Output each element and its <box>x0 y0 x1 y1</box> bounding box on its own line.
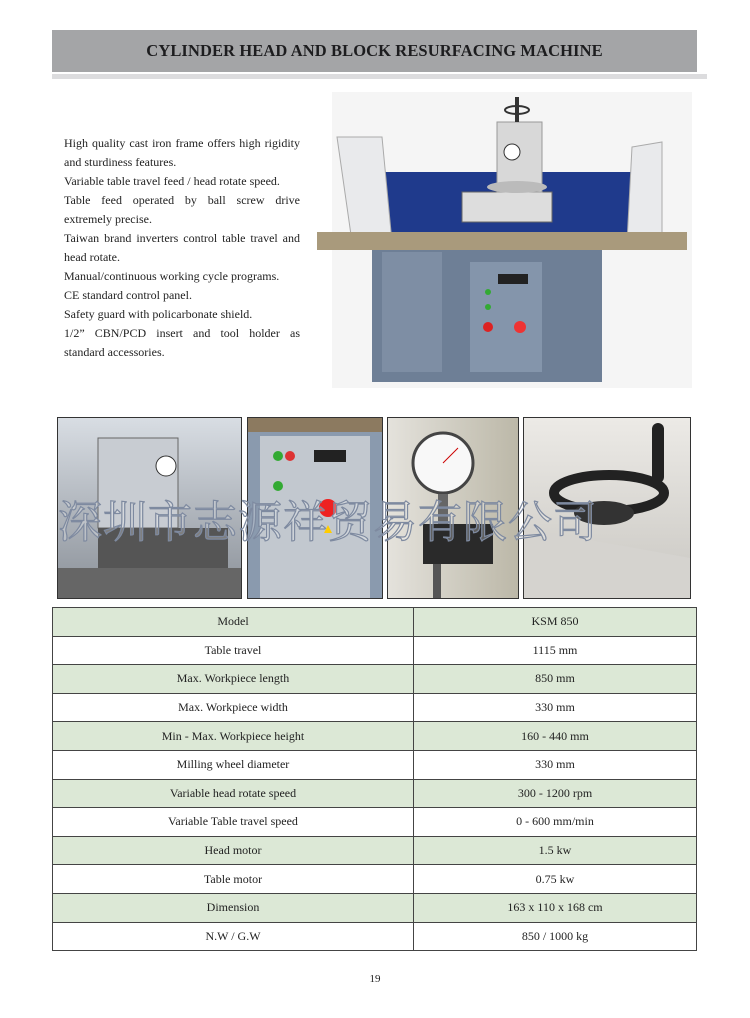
spec-label: Table travel <box>53 636 414 665</box>
spec-label: Head motor <box>53 836 414 865</box>
spec-value: 163 x 110 x 168 cm <box>414 893 697 922</box>
feature-item: Safety guard with policarbonate shield. <box>64 307 253 321</box>
feature-list <box>64 134 300 362</box>
feature-item: 1/2” CBN/PCD insert and tool holder as standard accessories. <box>64 326 300 359</box>
spec-value: 330 mm <box>414 750 697 779</box>
spec-table <box>52 607 697 951</box>
spec-label: Min - Max. Workpiece height <box>53 722 414 751</box>
machine-photo <box>312 92 692 388</box>
table-row <box>53 922 697 951</box>
feature-item: Taiwan brand inverters control table travel and head rotate. <box>64 231 300 264</box>
feature-item: Variable table travel feed / head rotate speed. <box>64 174 280 188</box>
spec-label: Variable head rotate speed <box>53 779 414 808</box>
spec-value: 850 mm <box>414 665 697 694</box>
table-row <box>53 722 697 751</box>
feature-item: Table feed operated by ball screw drive extremely precise. <box>64 193 300 226</box>
spec-value: 1115 mm <box>414 636 697 665</box>
table-row <box>53 750 697 779</box>
spec-value: 0.75 kw <box>414 865 697 894</box>
spec-value: 1.5 kw <box>414 836 697 865</box>
table-row <box>53 893 697 922</box>
spec-value: 160 - 440 mm <box>414 722 697 751</box>
spec-label: N.W / G.W <box>53 922 414 951</box>
page-title: CYLINDER HEAD AND BLOCK RESURFACING MACHINE <box>146 41 603 60</box>
table-row <box>53 636 697 665</box>
spec-value: 300 - 1200 rpm <box>414 779 697 808</box>
feature-item: CE standard control panel. <box>64 288 192 302</box>
spec-label: Table motor <box>53 865 414 894</box>
feature-item: High quality cast iron frame offers high rigidity and sturdiness features. <box>64 136 300 169</box>
spec-value: KSM 850 <box>414 608 697 637</box>
spec-label: Variable Table travel speed <box>53 808 414 837</box>
title-underline <box>52 74 707 79</box>
spec-label: Max. Workpiece width <box>53 693 414 722</box>
spec-label: Milling wheel diameter <box>53 750 414 779</box>
feature-item: Manual/continuous working cycle programs. <box>64 269 280 283</box>
table-row <box>53 693 697 722</box>
table-row <box>53 836 697 865</box>
page-number: 19 <box>369 973 381 985</box>
spec-value: 850 / 1000 kg <box>414 922 697 951</box>
table-row <box>53 665 697 694</box>
spec-label: Dimension <box>53 893 414 922</box>
watermark: 深圳市志源祥贸易有限公司 <box>58 497 598 548</box>
table-row <box>53 865 697 894</box>
table-row <box>53 808 697 837</box>
spec-label: Model <box>53 608 414 637</box>
table-row <box>53 608 697 637</box>
spec-label: Max. Workpiece length <box>53 665 414 694</box>
spec-value: 0 - 600 mm/min <box>414 808 697 837</box>
worktable <box>317 232 687 250</box>
title-bar <box>52 30 697 72</box>
spec-value: 330 mm <box>414 693 697 722</box>
table-row <box>53 779 697 808</box>
